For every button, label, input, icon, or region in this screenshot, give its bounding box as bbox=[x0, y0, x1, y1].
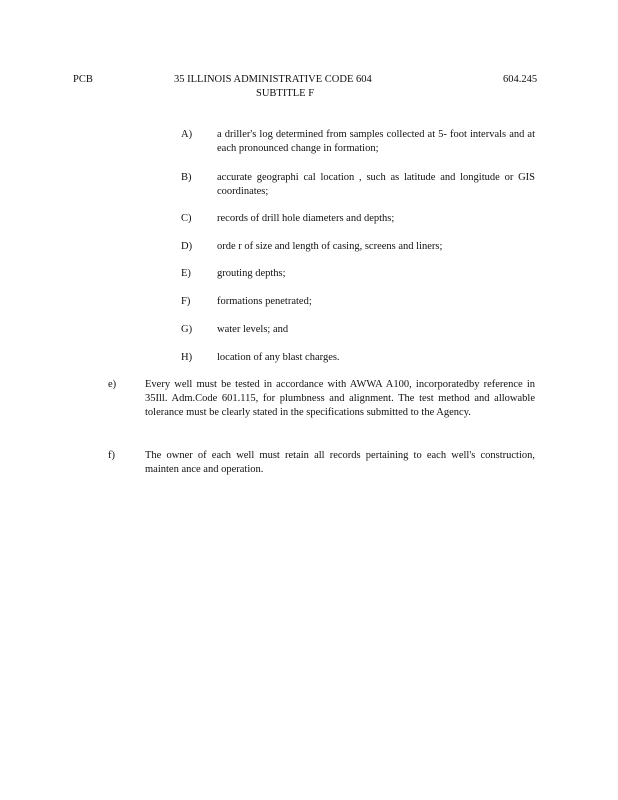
header-title: 35 ILLINOIS ADMINISTRATIVE CODE 604 bbox=[174, 74, 372, 85]
item-text: grouting depths; bbox=[217, 268, 286, 279]
section-label: f) bbox=[108, 450, 115, 461]
section-text: The owner of each well must retain all records pertaining to each well's construction, mainten ance and operation. bbox=[145, 450, 535, 475]
header-left: PCB bbox=[73, 74, 93, 85]
header-right: 604.245 bbox=[503, 74, 538, 85]
section-label: e) bbox=[108, 379, 117, 390]
item-label: E) bbox=[181, 268, 191, 279]
item-label: F) bbox=[181, 296, 191, 307]
item-text: formations penetrated; bbox=[217, 296, 312, 307]
section-text: Every well must be tested in accordance with AWWA A100, incorporatedby reference in 35Ill. Adm.Code 601.115, for plumbness and alignment. The test method and allowable tolerance must be clearly stated in the specifications submitted to the Agency. bbox=[145, 379, 535, 418]
item-text: accurate geographi cal location , such as latitude and longitude or GIS coordinates; bbox=[217, 172, 535, 197]
item-text: orde r of size and length of casing, screens and liners; bbox=[217, 241, 443, 252]
header-subtitle: SUBTITLE F bbox=[256, 88, 315, 99]
item-text: water levels; and bbox=[217, 324, 289, 335]
item-text: a driller's log determined from samples collected at 5- foot intervals and at each pronounced change in formation; bbox=[217, 129, 535, 154]
item-label: G) bbox=[181, 324, 193, 335]
item-text: location of any blast charges. bbox=[217, 352, 340, 363]
item-label: A) bbox=[181, 129, 193, 140]
item-label: C) bbox=[181, 213, 192, 224]
item-text: records of drill hole diameters and depths; bbox=[217, 213, 395, 224]
item-label: H) bbox=[181, 352, 193, 363]
item-label: B) bbox=[181, 172, 192, 183]
item-label: D) bbox=[181, 241, 193, 252]
